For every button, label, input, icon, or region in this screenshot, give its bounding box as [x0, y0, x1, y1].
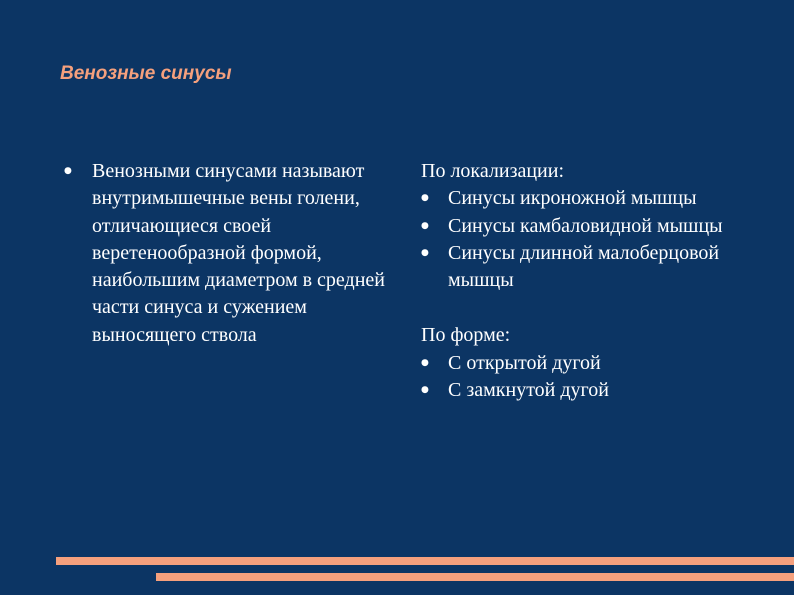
bullet-dot-icon: ● [421, 193, 429, 204]
slide-title: Венозные синусы [60, 63, 232, 84]
group-list [421, 185, 771, 294]
list-item-label: С открытой дугой [448, 351, 601, 374]
list-item [421, 240, 771, 295]
list-item-label: Синусы икроножной мышцы [448, 187, 697, 210]
group-spacer [421, 294, 771, 322]
group-heading: По форме: [421, 324, 511, 347]
left-column [64, 158, 394, 349]
accent-stripe-lower [156, 573, 794, 581]
group-list [421, 350, 771, 405]
list-item-label: С замкнутой дугой [448, 379, 609, 402]
right-column [421, 158, 771, 404]
list-item [421, 185, 771, 212]
bullet-dot-icon: ● [421, 385, 429, 396]
list-item-label: Синусы камбаловидной мышцы [448, 214, 723, 237]
list-item [421, 213, 771, 240]
classification-group-shape [421, 322, 771, 404]
bullet-dot-icon: ● [64, 166, 72, 176]
group-heading: По локализации: [421, 160, 565, 182]
definition-item [64, 158, 394, 349]
definition-text: Венозными синусами называют внутримышечные вены голени, отличающиеся своей веретенообразной формой, наибольшим диаметром в средней части синуса и сужением выносящего ствола [92, 160, 385, 346]
accent-stripe-upper [56, 557, 794, 565]
list-item [421, 377, 771, 404]
bullet-dot-icon: ● [421, 357, 429, 368]
list-item-label: Синусы длинной малоберцовой мышцы [448, 241, 720, 292]
list-item [421, 350, 771, 377]
bullet-dot-icon: ● [421, 247, 429, 258]
bullet-dot-icon: ● [421, 220, 429, 231]
classification-group-location [421, 158, 771, 294]
